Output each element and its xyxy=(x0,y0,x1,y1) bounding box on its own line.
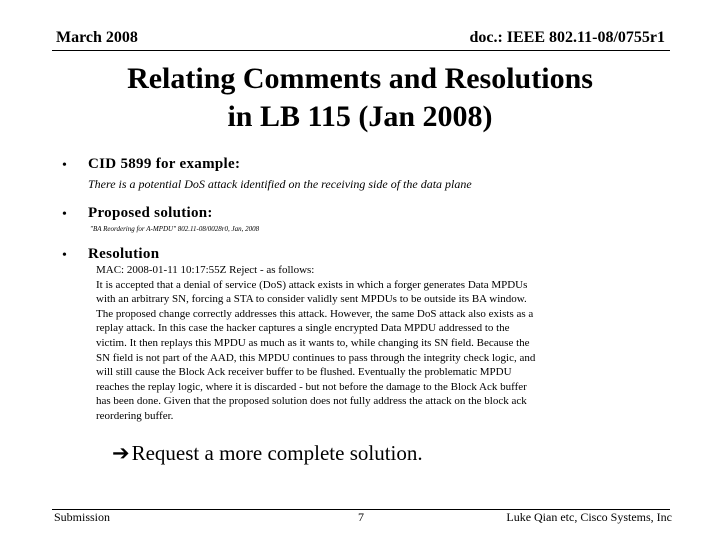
bullet-resolution: • xyxy=(62,248,67,263)
resolution-line: SN field is not part of the AAD, this MPDU continues to pass through the integrity check logic, and xyxy=(96,351,536,364)
resolution-line: reaches the replay logic, where it is discarded - but not before the damage to the Block Ack buffer xyxy=(96,380,527,393)
resolution-line: has been done. Given that the proposed solution does not fully address the attack on the block ack xyxy=(96,395,527,408)
bullet-cid: • xyxy=(62,158,67,173)
resolution-line: will still cause the Block Ack receiver buffer to be flushed. Eventually the problematic MPDU xyxy=(96,366,512,379)
slide-title xyxy=(0,60,720,136)
proposed-detail: "BA Reordering for A-MPDU" 802.11-08/0028r0, Jan, 2008 xyxy=(90,225,260,233)
resolution-heading: Resolution xyxy=(88,246,160,262)
header-date: March 2008 xyxy=(56,29,138,46)
resolution-line: replay attack. In this case the hacker captures a single encrypted Data MPDU addressed to the xyxy=(96,322,510,335)
request-callout xyxy=(112,440,423,466)
footer-submission: Submission xyxy=(54,510,111,524)
resolution-line: The proposed change correctly addresses this attack. However, the same DoS attack also exists as a xyxy=(96,307,534,320)
request-text: Request a more complete solution. xyxy=(131,441,423,465)
cid-heading: CID 5899 for example: xyxy=(88,156,241,172)
arrow-right-icon: ➔ xyxy=(112,441,130,465)
resolution-line: It is accepted that a denial of service (DoS) attack exists in which a forger generates Data MPDUs xyxy=(96,278,528,291)
proposed-heading: Proposed solution: xyxy=(88,205,213,221)
resolution-line: reordering buffer. xyxy=(96,409,174,422)
bullet-proposed: • xyxy=(62,207,67,222)
header-rule xyxy=(52,50,670,51)
footer-author: Luke Qian etc, Cisco Systems, Inc xyxy=(506,510,672,524)
resolution-line: MAC: 2008-01-11 10:17:55Z Reject - as follows: xyxy=(96,264,315,276)
resolution-body xyxy=(96,263,586,424)
resolution-line: with an arbitrary SN, forcing a STA to consider validly sent MPDUs to be outside its BA window. xyxy=(96,293,527,306)
cid-detail: There is a potential DoS attack identified on the receiving side of the data plane xyxy=(88,177,472,191)
title-line-1: Relating Comments and Resolutions xyxy=(127,62,593,95)
header-doc-id: doc.: IEEE 802.11-08/0755r1 xyxy=(469,29,665,46)
resolution-line: victim. It then replays this MPDU as much as it wants to, while changing its SN field. Because the xyxy=(96,336,530,349)
footer-page-number: 7 xyxy=(358,510,364,524)
title-line-2: in LB 115 (Jan 2008) xyxy=(227,100,493,133)
